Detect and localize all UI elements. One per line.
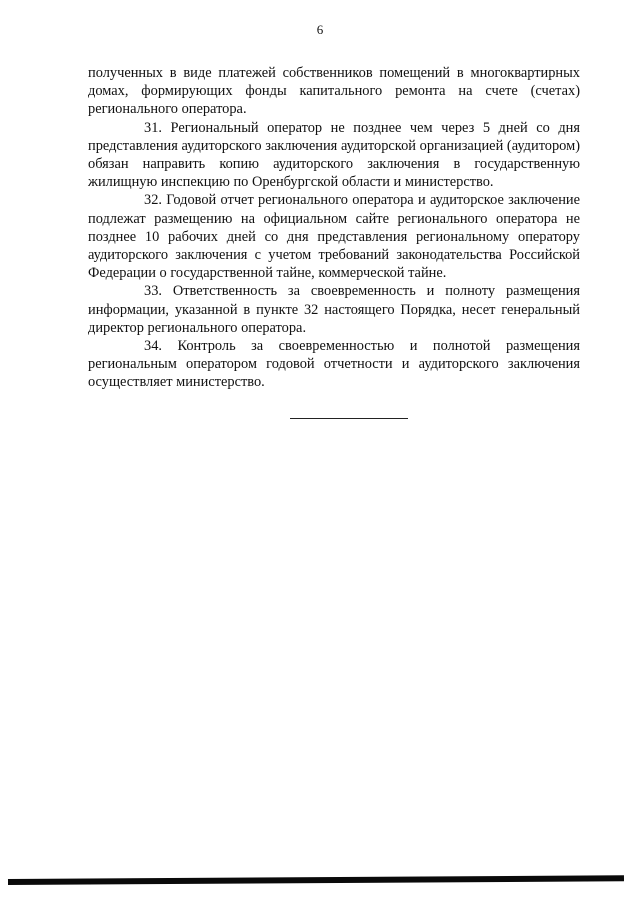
paragraph-item-33: 33. Ответственность за своевременность и полноту размещения информации, указанной в пункте 32 настоящего Порядка, несет генеральный директор регионального оператора. [88, 283, 580, 336]
page-number: 6 [316, 22, 324, 37]
paragraph-item-31: 31. Региональный оператор не позднее чем через 5 дней со дня представления аудиторского заключения аудиторской организацией (аудитором) обязан направить копию аудиторского заключения в государственную жилищную инспекцию по Оренбургской области и министерство. [88, 119, 580, 191]
end-of-document-divider [290, 418, 408, 419]
document-body [88, 64, 580, 392]
scan-border-line [8, 875, 624, 885]
paragraph-item-32: 32. Годовой отчет регионального оператора и аудиторское заключение подлежат размещению на официальном сайте регионального оператора не позднее 10 рабочих дней со дня представления региональному оператору аудиторского заключения с учетом требований законодательства Российской Федерации о государственной тайне, коммерческой тайне. [88, 192, 580, 282]
paragraph-item-34: 34. Контроль за своевременностью и полнотой размещения региональным оператором годовой отчетности и аудиторского заключения осуществляет министерство. [88, 338, 580, 391]
paragraph-continuation: полученных в виде платежей собственников помещений в многоквартирных домах, формирующих фонды капитального ремонта на счете (счетах) регионального оператора. [88, 65, 580, 118]
